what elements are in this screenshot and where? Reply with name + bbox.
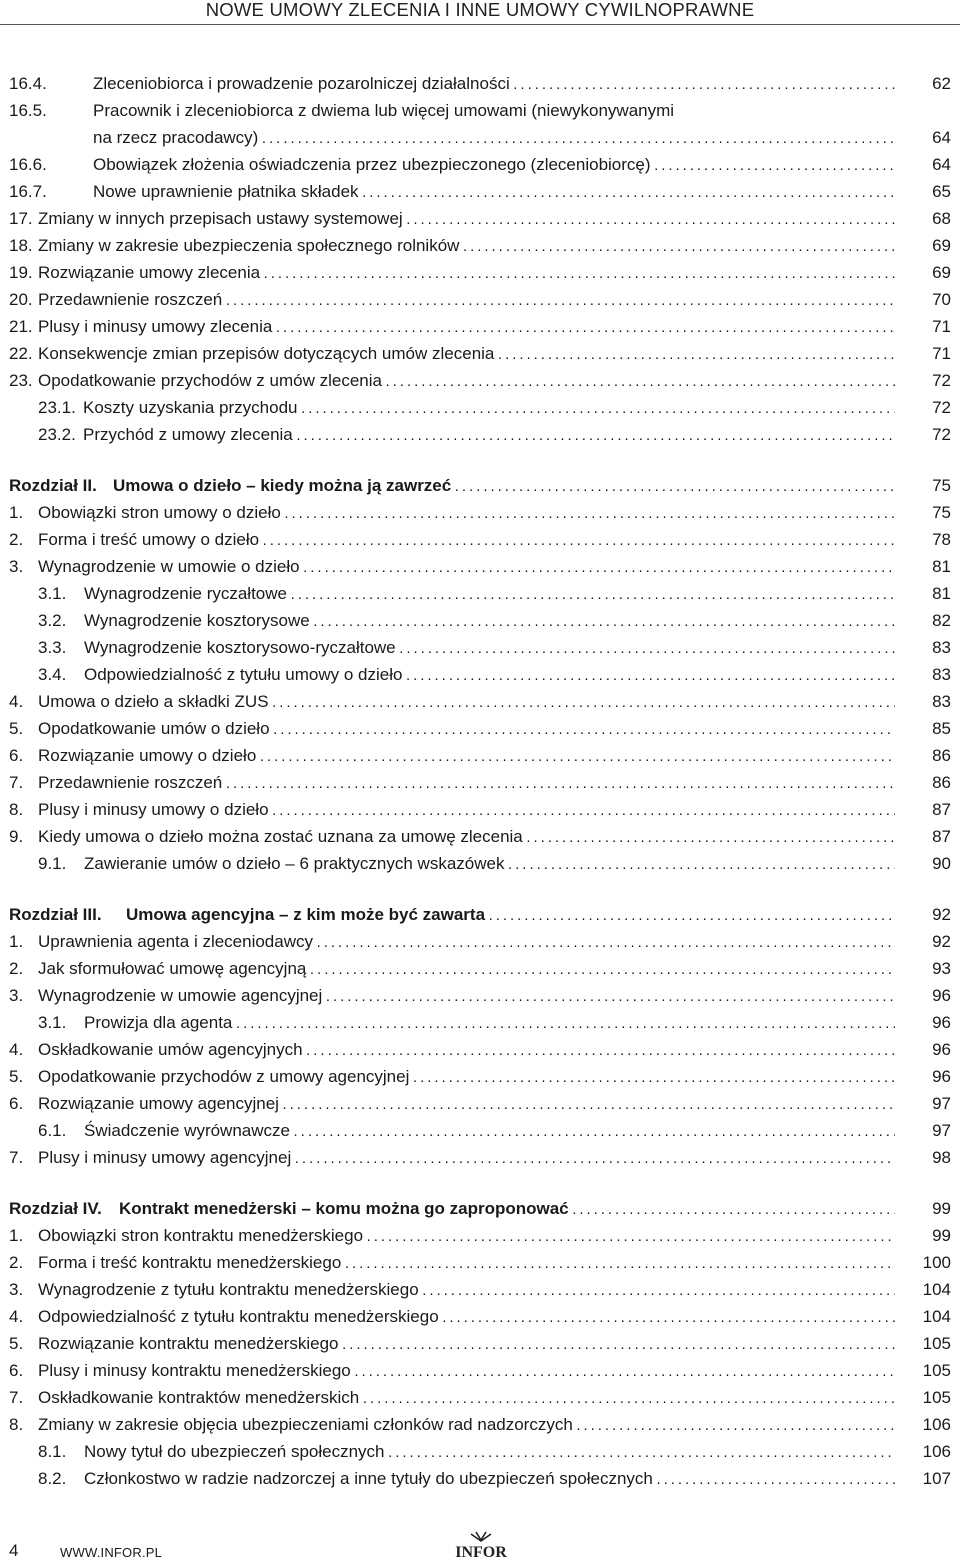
toc-entry-number: 4. (9, 1307, 24, 1326)
toc-entry-page: 92 (932, 905, 951, 924)
toc-entry-row (9, 607, 951, 634)
toc-entry-page: 105 (922, 1388, 951, 1407)
toc-entry-page: 105 (922, 1334, 951, 1353)
toc-entry-leader (38, 1303, 895, 1331)
toc-entry-number: 8.2. (38, 1469, 67, 1488)
toc-entry-leader (83, 394, 895, 422)
toc-entry-page: 96 (932, 986, 951, 1005)
toc-entry-page: 100 (922, 1253, 951, 1272)
toc-entry-page: 99 (932, 1199, 951, 1218)
toc-entry-page: 87 (932, 800, 951, 819)
toc-entry-page: 81 (932, 557, 951, 576)
toc-entry-title: Zawieranie umów o dzieło – 6 praktycznych wskazówek (84, 854, 505, 873)
toc-entry-number: 8. (9, 1415, 24, 1434)
toc-entry-title: Forma i treść umowy o dzieło (38, 530, 260, 549)
toc-entry-number: 9.1. (38, 854, 67, 873)
toc-chapter-row (9, 1195, 951, 1222)
toc-entry-page: 107 (922, 1469, 951, 1488)
toc-entry-title: Członkostwo w radzie nadzorczej a inne tytuły do ubezpieczeń społecznych (84, 1469, 653, 1488)
toc-entry-leader (38, 1144, 895, 1172)
toc-entry-row (9, 205, 951, 232)
toc-entry-number: 19. (9, 263, 33, 282)
toc-entry-title: Wynagrodzenie kosztorysowo-ryczałtowe (84, 638, 396, 657)
toc-entry-page: 83 (932, 638, 951, 657)
toc-entry-number: 3. (9, 986, 24, 1005)
toc-entry-page: 90 (932, 854, 951, 873)
toc-entry-leader (84, 850, 895, 878)
toc-entry-title: Rozwiązanie umowy zlecenia (38, 263, 261, 282)
toc-entry-page: 72 (932, 425, 951, 444)
toc-entry-leader (38, 1036, 895, 1064)
toc-entry-leader (38, 769, 895, 797)
footer-page-number: 4 (9, 1541, 19, 1560)
toc-entry-row (9, 367, 951, 394)
toc-entry-row (9, 1009, 951, 1036)
toc-entry-number: 2. (9, 959, 24, 978)
toc-entry-title: Nowy tytuł do ubezpieczeń społecznych (84, 1442, 385, 1461)
toc-entry-number: Rozdział II. (9, 476, 97, 495)
toc-entry-number: 20. (9, 290, 33, 309)
toc-entry-number: 7. (9, 1148, 24, 1167)
toc-entry-number: 6. (9, 1094, 24, 1113)
toc-entry-row (9, 1357, 951, 1384)
toc-entry-number: 3.1. (38, 1013, 67, 1032)
toc-entry-page: 65 (932, 182, 951, 201)
toc-entry-page: 75 (932, 476, 951, 495)
toc-entry-title: Oskładkowanie kontraktów menedżerskich (38, 1388, 360, 1407)
toc-entry-leader (84, 1438, 895, 1466)
toc-entry-leader (113, 472, 895, 500)
toc-entry-page: 81 (932, 584, 951, 603)
toc-entry-page: 104 (922, 1307, 951, 1326)
toc-entry-leader (38, 313, 895, 341)
toc-entry-row (9, 286, 951, 313)
toc-entry-title: Obowiązki stron umowy o dzieło (38, 503, 281, 522)
toc-entry-title: Uprawnienia agenta i zleceniodawcy (38, 932, 313, 951)
toc-entry-title: Zleceniobiorca i prowadzenie pozarolniczej działalności (93, 74, 510, 93)
toc-entry-title: Przedawnienie roszczeń (38, 773, 223, 792)
toc-entry-leader (119, 1195, 895, 1223)
toc-entry-row (9, 340, 951, 367)
toc-entry-row (9, 499, 951, 526)
toc-entry-leader (38, 1384, 895, 1412)
toc-entry-page: 70 (932, 290, 951, 309)
toc-entry-title: Zmiany w zakresie objęcia ubezpieczeniami członków rad nadzorczych (38, 1415, 573, 1434)
toc-entry-page: 96 (932, 1013, 951, 1032)
toc-entry-leader (38, 259, 895, 287)
toc-entry-number: 5. (9, 1067, 24, 1086)
toc-entry-leader (84, 1465, 895, 1493)
toc-entry-page: 64 (932, 155, 951, 174)
toc-entry-leader (38, 715, 895, 743)
toc-entry-leader (38, 1249, 895, 1277)
toc-entry-number: 16.7. (9, 182, 47, 201)
toc-entry-number: 2. (9, 1253, 24, 1272)
toc-entry-number: 6. (9, 1361, 24, 1380)
toc-entry-row (9, 769, 951, 796)
toc-entry-page: 92 (932, 932, 951, 951)
toc-entry-leader (38, 286, 895, 314)
toc-entry-leader (38, 367, 895, 395)
toc-entry-page: 83 (932, 692, 951, 711)
toc-entry-leader (84, 607, 895, 635)
toc-entry-leader (93, 124, 895, 152)
toc-entry-number: 23.2. (38, 425, 76, 444)
toc-entry-title: Prowizja dla agenta (84, 1013, 233, 1032)
toc-entry-number: 3. (9, 1280, 24, 1299)
toc-entry-title: Umowa o dzieło a składki ZUS (38, 692, 269, 711)
toc-entry-title: Rozwiązanie umowy o dzieło (38, 746, 257, 765)
toc-entry-page: 97 (932, 1094, 951, 1113)
toc-entry-row (9, 421, 951, 448)
toc-entry-number: 3.2. (38, 611, 67, 630)
toc-entry-page: 106 (922, 1442, 951, 1461)
toc-entry-page: 99 (932, 1226, 951, 1245)
toc-entry-page: 104 (922, 1280, 951, 1299)
toc-entry-row (9, 796, 951, 823)
toc-entry-number: 5. (9, 1334, 24, 1353)
toc-entry-title: Konsekwencje zmian przepisów dotyczących umów zlecenia (38, 344, 495, 363)
toc-entry-row (9, 259, 951, 286)
toc-entry-leader (38, 205, 895, 233)
toc-entry-row (9, 313, 951, 340)
toc-entry-row (9, 850, 951, 877)
toc-entry-leader (38, 955, 895, 983)
toc-entry-title: Nowe uprawnienie płatnika składek (93, 182, 359, 201)
toc-entry-row (9, 1438, 951, 1465)
toc-entry-leader (93, 70, 895, 98)
running-header (0, 0, 960, 40)
toc-entry-title: Przychód z umowy zlecenia (83, 425, 293, 444)
toc-chapter-row (9, 472, 951, 499)
toc-entry-title: Opodatkowanie przychodów z umów zlecenia (38, 371, 382, 390)
toc-entry-number: Rozdział III. (9, 905, 102, 924)
toc-entry-number: 23. (9, 371, 33, 390)
toc-entry-number: 16.4. (9, 74, 47, 93)
toc-entry-row (9, 580, 951, 607)
toc-entry-row (9, 553, 951, 580)
toc-entry-leader (93, 178, 895, 206)
toc-entry-title: Przedawnienie roszczeń (38, 290, 223, 309)
toc-entry-page: 96 (932, 1040, 951, 1059)
toc-entry-row (9, 1249, 951, 1276)
toc-entry-page: 69 (932, 236, 951, 255)
toc-entry-title: Zmiany w zakresie ubezpieczenia społecznego rolników (38, 236, 460, 255)
toc-entry-row (9, 1090, 951, 1117)
toc-entry-row (9, 688, 951, 715)
toc-entry-number: 3.4. (38, 665, 67, 684)
toc-entry-row (9, 661, 951, 688)
toc-entry-number: 3. (9, 557, 24, 576)
toc-entry-page: 86 (932, 746, 951, 765)
toc-entry-row (9, 1063, 951, 1090)
toc-entry-leader (93, 97, 674, 125)
toc-entry-number: 21. (9, 317, 33, 336)
toc-entry-row (9, 742, 951, 769)
toc-entry-page: 71 (932, 344, 951, 363)
toc-entry-row (9, 1276, 951, 1303)
toc-entry-number: 4. (9, 1040, 24, 1059)
toc-entry-row (9, 928, 951, 955)
toc-entry-page: 96 (932, 1067, 951, 1086)
toc-entry-title: Odpowiedzialność z tytułu umowy o dzieło (84, 665, 403, 684)
toc-entry-number: 8.1. (38, 1442, 67, 1461)
toc-entry-page: 106 (922, 1415, 951, 1434)
toc-entry-title: Opodatkowanie przychodów z umowy agencyjnej (38, 1067, 410, 1086)
toc-entry-number: 18. (9, 236, 33, 255)
toc-entry-title: Obowiązki stron kontraktu menedżerskiego (38, 1226, 364, 1245)
toc-entry-title: Obowiązek złożenia oświadczenia przez ubezpieczonego (zleceniobiorcę) (93, 155, 651, 174)
toc-entry-page: 64 (932, 128, 951, 147)
toc-entry-number: 7. (9, 1388, 24, 1407)
toc-entry-number: 5. (9, 719, 24, 738)
toc-entry-title: Koszty uzyskania przychodu (83, 398, 298, 417)
toc-entry-number: 1. (9, 1226, 24, 1245)
toc-entry-row (9, 124, 951, 151)
toc-entry-leader (38, 742, 895, 770)
toc-entry-page: 93 (932, 959, 951, 978)
toc-entry-page: 98 (932, 1148, 951, 1167)
toc-entry-row (9, 715, 951, 742)
toc-entry-page: 72 (932, 398, 951, 417)
toc-entry-number: 3.3. (38, 638, 67, 657)
toc-entry-number: 8. (9, 800, 24, 819)
toc-entry-title: Plusy i minusy umowy zlecenia (38, 317, 273, 336)
running-header-title: NOWE UMOWY ZLECENIA I INNE UMOWY CYWILNOPRAWNE (205, 0, 755, 20)
toc-entry-row (9, 97, 951, 124)
toc-entry-row (9, 1465, 951, 1492)
toc-entry-title: na rzecz pracodawcy) (93, 128, 259, 147)
toc-entry-title: Rozwiązanie umowy agencyjnej (38, 1094, 279, 1113)
toc-entry-leader (84, 1009, 895, 1037)
toc-chapter-row (9, 901, 951, 928)
toc-entry-leader (84, 1117, 895, 1145)
toc-entry-page: 71 (932, 317, 951, 336)
footer-url: WWW.INFOR.PL (60, 1545, 163, 1560)
toc-entry-title: Wynagrodzenie z tytułu kontraktu menedżerskiego (38, 1280, 419, 1299)
toc-entry-leader (126, 901, 895, 929)
toc-entry-leader (84, 661, 895, 689)
toc-entry-leader (84, 634, 895, 662)
toc-entry-number: 4. (9, 692, 24, 711)
toc-entry-title: Jak sformułować umowę agencyjną (38, 959, 307, 978)
toc-entry-leader (38, 796, 895, 824)
toc-entry-page: 105 (922, 1361, 951, 1380)
toc-entry-number: 6. (9, 746, 24, 765)
toc-entry-leader (38, 553, 895, 581)
toc-entry-row (9, 823, 951, 850)
toc-entry-title: Rozwiązanie kontraktu menedżerskiego (38, 1334, 339, 1353)
toc-entry-row (9, 1222, 951, 1249)
toc-entry-row (9, 1411, 951, 1438)
toc-entry-title: Umowa o dzieło – kiedy można ją zawrzeć (113, 476, 452, 495)
toc-entry-leader (38, 1411, 895, 1439)
toc-entry-row (9, 955, 951, 982)
toc-entry-leader (83, 421, 895, 449)
toc-entry-title: Wynagrodzenie w umowie o dzieło (38, 557, 300, 576)
toc-entry-number: Rozdział IV. (9, 1199, 102, 1218)
toc-entry-row (9, 1330, 951, 1357)
toc-entry-row (9, 1303, 951, 1330)
toc-entry-leader (38, 526, 895, 554)
toc-entry-number: 23.1. (38, 398, 76, 417)
toc-entry-title: Opodatkowanie umów o dzieło (38, 719, 270, 738)
toc-entry-leader (38, 688, 895, 716)
toc-entry-number: 3.1. (38, 584, 67, 603)
toc-entry-title: Odpowiedzialność z tytułu kontraktu menedżerskiego (38, 1307, 439, 1326)
toc-entry-leader (38, 499, 895, 527)
toc-entry-leader (38, 1357, 895, 1385)
toc-entry-number: 16.5. (9, 101, 47, 120)
toc-entry-title: Kontrakt menedżerski – komu można go zaproponować (119, 1199, 569, 1218)
toc-entry-title: Wynagrodzenie kosztorysowe (84, 611, 310, 630)
toc-entry-page: 72 (932, 371, 951, 390)
toc-entry-row (9, 151, 951, 178)
toc-entry-leader (38, 1063, 895, 1091)
toc-entry-title: Plusy i minusy umowy agencyjnej (38, 1148, 292, 1167)
toc-entry-leader (38, 1330, 895, 1358)
toc-entry-page: 82 (932, 611, 951, 630)
toc-entry-row (9, 232, 951, 259)
toc-entry-leader (38, 1276, 895, 1304)
toc-entry-number: 1. (9, 932, 24, 951)
toc-entry-title: Plusy i minusy kontraktu menedżerskiego (38, 1361, 351, 1380)
infor-logo (436, 1530, 526, 1560)
toc-entry-leader (84, 580, 895, 608)
toc-entry-page: 68 (932, 209, 951, 228)
toc-entry-number: 7. (9, 773, 24, 792)
toc-entry-row (9, 1036, 951, 1063)
infor-logo-text: INFOR (455, 1544, 507, 1560)
toc-entry-page: 85 (932, 719, 951, 738)
toc-entry-number: 22. (9, 344, 33, 363)
toc-entry-row (9, 982, 951, 1009)
toc-entry-row (9, 634, 951, 661)
toc-entry-number: 1. (9, 503, 24, 522)
header-rule (0, 24, 960, 25)
toc-entry-title: Plusy i minusy umowy o dzieło (38, 800, 269, 819)
toc-entry-number: 16.6. (9, 155, 47, 174)
toc-entry-leader (38, 1090, 895, 1118)
toc-entry-number: 2. (9, 530, 24, 549)
toc-entry-leader (38, 928, 895, 956)
toc-entry-row (9, 178, 951, 205)
toc-entry-page: 62 (932, 74, 951, 93)
toc-entry-page: 78 (932, 530, 951, 549)
toc-entry-page: 83 (932, 665, 951, 684)
toc-entry-page: 69 (932, 263, 951, 282)
toc-entry-title: Zmiany w innych przepisach ustawy systemowej (38, 209, 403, 228)
toc-entry-leader (38, 982, 895, 1010)
toc-entry-number: 9. (9, 827, 24, 846)
toc-entry-page: 87 (932, 827, 951, 846)
toc-entry-leader (93, 151, 895, 179)
toc-entry-row (9, 526, 951, 553)
toc-entry-row (9, 1384, 951, 1411)
toc-entry-row (9, 70, 951, 97)
toc-entry-number: 17. (9, 209, 33, 228)
toc-entry-row (9, 1117, 951, 1144)
toc-entry-leader (38, 232, 895, 260)
toc-entry-leader (38, 340, 895, 368)
toc-entry-page: 75 (932, 503, 951, 522)
toc-entry-title: Umowa agencyjna – z kim może być zawarta (126, 905, 486, 924)
toc-entry-row (9, 1144, 951, 1171)
toc-entry-title: Wynagrodzenie w umowie agencyjnej (38, 986, 323, 1005)
toc-entry-page: 86 (932, 773, 951, 792)
toc-entry-row (9, 394, 951, 421)
toc-entry-leader (38, 1222, 895, 1250)
toc-entry-page: 97 (932, 1121, 951, 1140)
toc-entry-title: Kiedy umowa o dzieło można zostać uznana za umowę zlecenia (38, 827, 523, 846)
toc-entry-title: Oskładkowanie umów agencyjnych (38, 1040, 303, 1059)
toc-entry-title: Forma i treść kontraktu menedżerskiego (38, 1253, 342, 1272)
toc-entry-leader (38, 823, 895, 851)
toc-entry-title: Pracownik i zleceniobiorca z dwiema lub więcej umowami (niewykonywanymi (93, 101, 675, 120)
toc-entry-number: 6.1. (38, 1121, 67, 1140)
toc-entry-title: Wynagrodzenie ryczałtowe (84, 584, 287, 603)
toc-entry-title: Świadczenie wyrównawcze (84, 1121, 290, 1140)
